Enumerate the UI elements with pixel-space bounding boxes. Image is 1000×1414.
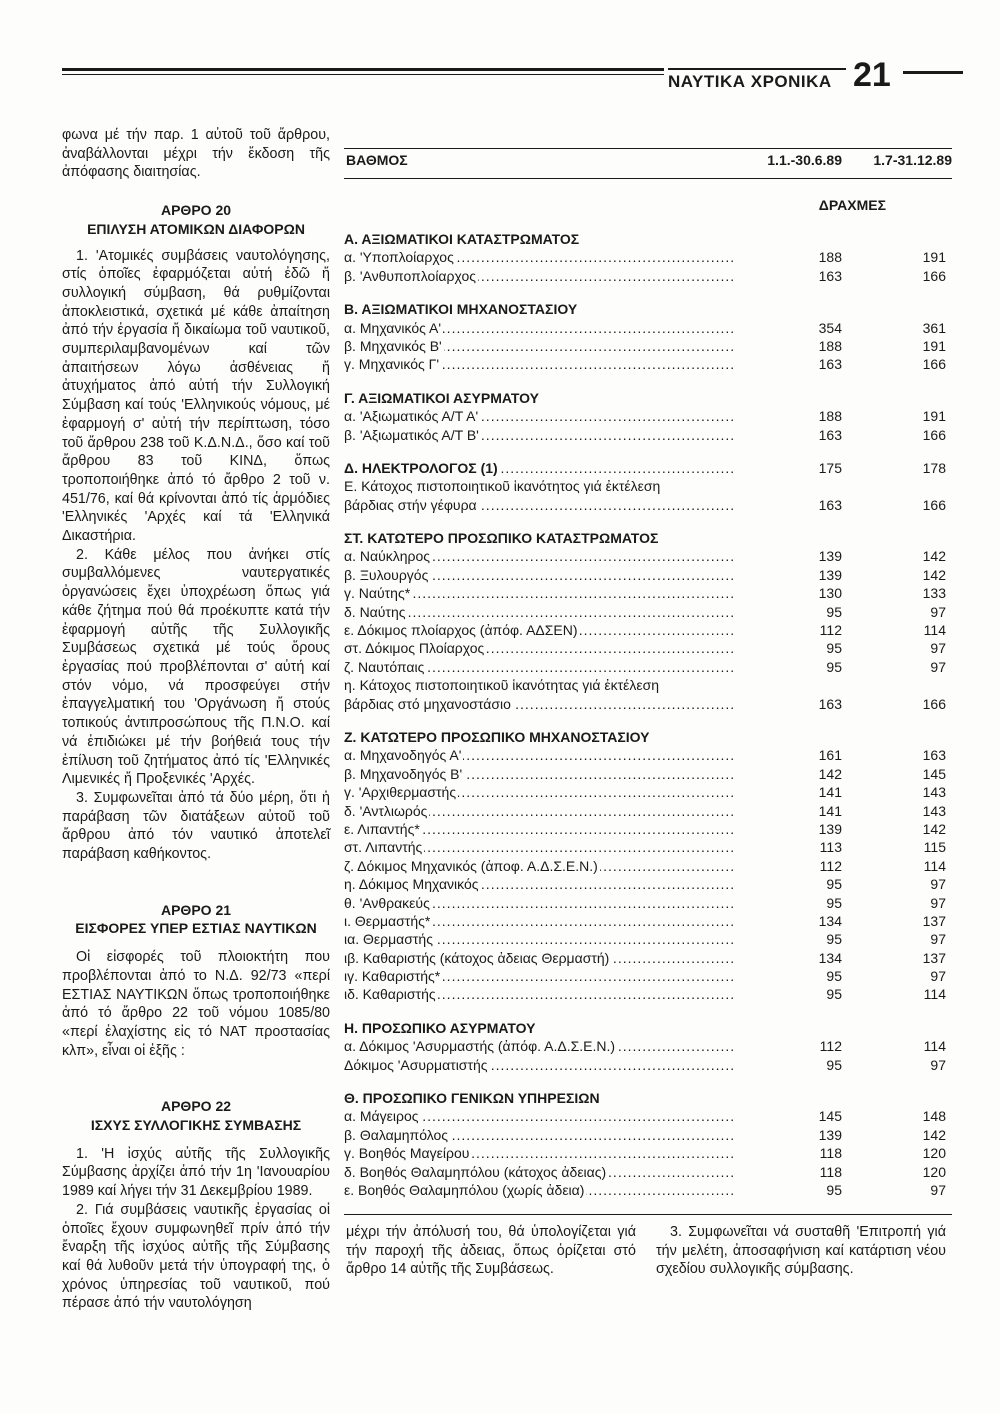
row-value-period1: 95 xyxy=(826,1056,842,1073)
table-header-rule xyxy=(344,178,952,179)
row-label-cell xyxy=(344,875,736,893)
column-period1-header: 1.1.-30.6.89 xyxy=(767,152,842,168)
row-value-period1: 188 xyxy=(818,337,842,354)
article20-title: ΑΡΘΡΟ 20 xyxy=(160,202,232,219)
row-label: βάρδιας στό μηχανοστάσιο xyxy=(344,695,511,712)
row-label: ε. Βοηθός Θαλαμηπόλου (χωρίς ἀδεια) xyxy=(344,1181,585,1198)
article21-title: ΑΡΘΡΟ 21 xyxy=(160,901,232,918)
row-value-period1: 112 xyxy=(819,857,842,874)
section-title: Η. ΠΡΟΣΩΠΙΚΟ ΑΣΥΡΜΑΤΟΥ xyxy=(344,1019,536,1036)
intro-paragraph: φωνα μέ τήν παρ. 1 αὐτοῦ τοῦ ἄρθρου, ἀναβάλλονται μέχρι τήν ἔκδοση τῆς ἀπόφασης διαιτησίας. xyxy=(62,127,330,181)
bottom-middle-column xyxy=(346,1223,636,1279)
row-label-cell xyxy=(344,894,736,912)
row-value-period2: 145 xyxy=(922,765,946,782)
table-row xyxy=(344,547,952,565)
article21-paragraph-1: Οἱ εἰσφορές τοῦ πλοιοκτήτη που προβλέπονται ἀπό το Ν.Δ. 92/73 «περί ΕΣΤΙΑΣ ΝΑΥΤΙΚΩΝ ὅπως τροποποιήθηκε ἀπό τό ἄρθρο 22 τοῦ νόμου 1085/80 «περί ἐλαχίστης εἰς τό ΝΑΤ προστασίας κλπ», εἶναι οἱ ἑξῆς : xyxy=(62,949,330,1059)
row-value-period1: 188 xyxy=(818,249,842,266)
table-row xyxy=(344,894,952,912)
row-label: β. Μηχανοδηγός Β' xyxy=(344,765,463,782)
row-label: στ. Λιπαντής xyxy=(344,839,423,856)
row-label: α. Δόκιμος 'Ασυρμαστής (ἀπόφ. Α.Δ.Σ.Ε.Ν.) xyxy=(344,1038,616,1055)
table-row xyxy=(344,676,952,694)
table-row xyxy=(344,459,952,477)
table-row xyxy=(344,1107,952,1125)
row-value-period2: 163 xyxy=(922,747,946,764)
row-label: στ. Δόκιμος Πλοίαρχος xyxy=(344,640,485,657)
table-row xyxy=(344,639,952,657)
row-label-cell xyxy=(344,658,736,676)
row-label-cell xyxy=(344,621,736,639)
table-row xyxy=(344,1181,952,1199)
row-value-period1: 161 xyxy=(818,747,842,764)
row-label: θ. 'Ανθρακεύς xyxy=(344,894,430,911)
row-label-cell xyxy=(344,838,736,856)
table-row xyxy=(344,949,952,967)
row-label: α. 'Αξιωματικός Α/Τ Α' xyxy=(344,408,479,425)
row-label: ιβ. Καθαριστής (κάτοχος ἀδειας Θερμαστή) xyxy=(344,949,610,966)
row-value-period2: 166 xyxy=(922,496,946,513)
row-label: ιγ. Καθαριστής* xyxy=(344,968,441,985)
row-label-cell xyxy=(344,1107,736,1125)
table-row xyxy=(344,1037,952,1055)
bottom-middle-paragraph: μέχρι τήν ἀπόλυσή του, θά ὑπολογίζεται γιά τήν παροχή τῆς ἀδειας, ὅπως ὁρίζεται στό ἄρθρο 14 αὐτῆς τῆς Συμβάσεως. xyxy=(346,1224,636,1278)
row-label-cell xyxy=(344,746,736,764)
table-row xyxy=(344,407,952,425)
row-label: ια. Θερμαστής xyxy=(344,931,433,948)
row-label-cell xyxy=(344,407,736,425)
row-value-period2: 143 xyxy=(922,784,946,801)
left-column xyxy=(62,126,330,1313)
article22-paragraph-2: 2. Γιά συμβάσεις ναυτικῆς ἐργασίας οἱ ὁποῖες ἔχουν συμφωνηθεῖ πρίν ἀπό τήν ἔναρξη τῆς ἰσχύος αὐτῆς τῆς Σύμβασης καί θά λυθοῦν μετά τήν ὑπογραφή της, ὁ χρόνος ὑπηρεσίας τοῦ ναυτικοῦ, πού πέρασε ἀπό τήν ναυτολόγηση xyxy=(62,1201,330,1312)
table-row xyxy=(344,1163,952,1181)
row-value-period1: 163 xyxy=(818,356,842,373)
table-row xyxy=(344,857,952,875)
row-label: γ. Μηχανικός Γ' xyxy=(344,356,440,373)
row-label-cell xyxy=(344,603,736,621)
page-number: 21 xyxy=(853,56,891,94)
article20-paragraph-2: 2. Κάθε μέλος που ἀνήκει στίς συμβαλλόμενες ναυτεργατικές ὀργανώσεις ἔχει ὑποχρέωση ὅπως γιά κάθε ζήτημα πού θά προέκυπτε κατά τήν ἐφαρμογή αὐτῆς τῆς Συλλογικῆς Συμβάσεως σχετικά μέ τούς ὅρους ἐργασίας πού προβλέπονται σ' αὐτή καί στόν νόμο, νά προσφεύγει στήν ἐπαγγελματική του 'Οργάνωση ἤ στούς τοπικούς ἀντιπροσώπους τῆς Π.Ν.Ο. καί νά ἐπιδιώκει μέ τήν βοήθειά τους τήν ἐπίλυση τοῦ ζητήματος ἀπό τίς 'Ελληνικές Λιμενικές ἤ Προξενικές 'Αρχές. xyxy=(62,546,330,788)
row-value-period2: 114 xyxy=(923,986,946,1003)
row-label: ε. Δόκιμος πλοίαρχος (ἀπόφ. ΑΔΣΕΝ) xyxy=(344,622,578,639)
row-value-period2: 137 xyxy=(922,949,946,966)
table-row xyxy=(344,621,952,639)
article21-subtitle: ΕΙΣΦΟΡΕΣ ΥΠΕΡ ΕΣΤΙΑΣ ΝΑΥΤΙΚΩΝ xyxy=(75,920,317,937)
row-label: η. Κάτοχος πιστοποιητικοῦ ἱκανότητας γιά ἐκτέλεση xyxy=(344,677,660,694)
row-label-cell xyxy=(344,426,736,444)
row-value-period1: 95 xyxy=(826,876,842,893)
row-value-period1: 142 xyxy=(818,765,842,782)
section-title: ΣΤ. ΚΑΤΩΤΕΡΟ ΠΡΟΣΩΠΙΚΟ ΚΑΤΑΣΤΡΩΜΑΤΟΣ xyxy=(344,530,659,547)
row-label-cell xyxy=(344,547,736,565)
row-value-period1: 95 xyxy=(826,1181,842,1198)
bottom-right-paragraph: 3. Συμφωνεῖται νά συσταθῆ 'Επιτροπή γιά τήν μελέτη, ἀποσαφήνιση καί κατάρτιση νέου σχεδίου συλλογικῆς σύμβασης. xyxy=(656,1224,946,1278)
row-value-period2: 143 xyxy=(922,802,946,819)
row-value-period2: 166 xyxy=(922,356,946,373)
row-label: β. 'Ανθυποπλοίαρχος xyxy=(344,267,476,284)
row-value-period1: 134 xyxy=(818,912,842,929)
row-value-period2: 361 xyxy=(922,319,946,336)
row-label: γ. 'Αρχιθερμαστής xyxy=(344,784,457,801)
table-row xyxy=(344,337,952,355)
row-value-period2: 166 xyxy=(922,267,946,284)
table-row xyxy=(344,496,952,514)
table-row xyxy=(344,912,952,930)
row-value-period1: 112 xyxy=(819,622,842,639)
row-label-cell xyxy=(344,1126,736,1144)
row-label-cell xyxy=(344,267,736,285)
row-value-period2: 115 xyxy=(923,839,946,856)
row-label-cell xyxy=(344,319,736,337)
table-row xyxy=(344,1056,952,1074)
table-row xyxy=(344,267,952,285)
row-label: β. 'Αξιωματικός Α/Τ Β' xyxy=(344,426,479,443)
row-label-cell xyxy=(344,857,736,875)
row-value-period1: 113 xyxy=(819,839,842,856)
row-label: ζ. Δόκιμος Μηχανικός (ἀποφ. Α.Δ.Σ.Ε.Ν.) xyxy=(344,857,598,874)
row-label: ε. Λιπαντής* xyxy=(344,820,420,837)
table-row xyxy=(344,319,952,337)
row-value-period2: 178 xyxy=(922,459,946,476)
row-value-period2: 133 xyxy=(922,585,946,602)
row-value-period1: 175 xyxy=(818,459,842,476)
row-value-period1: 95 xyxy=(826,640,842,657)
row-value-period2: 97 xyxy=(930,894,946,911)
article22-paragraph-1: 1. 'Η ἰσχύς αὐτῆς τῆς Συλλογικῆς Σύμβασης ἀρχίζει ἀπό τήν 1η 'Ιανουαρίου 1989 καί λήγει τήν 31 Δεκεμβρίου 1989. xyxy=(62,1145,330,1200)
row-value-period1: 139 xyxy=(818,820,842,837)
row-label-cell xyxy=(344,1037,736,1055)
magazine-title: ΝΑΥΤΙΚΑ ΧΡΟΝΙΚΑ xyxy=(668,72,832,91)
table-sections xyxy=(344,230,952,1199)
section-title: Γ. ΑΞΙΩΜΑΤΙΚΟΙ ΑΣΥΡΜΑΤΟΥ xyxy=(344,389,539,406)
bottom-right-column xyxy=(656,1223,946,1279)
bottom-rule xyxy=(344,1214,952,1215)
row-value-period1: 141 xyxy=(818,784,842,801)
row-value-period2: 97 xyxy=(930,658,946,675)
table-row xyxy=(344,967,952,985)
table-row xyxy=(344,248,952,266)
row-value-period1: 118 xyxy=(819,1145,842,1162)
section-title: Β. ΑΞΙΩΜΑΤΙΚΟΙ ΜΗΧΑΝΟΣΤΑΣΙΟΥ xyxy=(344,301,578,318)
row-value-period1: 112 xyxy=(819,1038,842,1055)
table-row xyxy=(344,802,952,820)
table-row xyxy=(344,603,952,621)
row-label-cell xyxy=(344,355,736,373)
row-value-period2: 142 xyxy=(922,548,946,565)
table-row xyxy=(344,838,952,856)
row-label: α. Μάγειρος xyxy=(344,1108,419,1125)
row-label: ζ. Ναυτόπαις xyxy=(344,658,425,675)
header-rule-thin xyxy=(62,74,664,75)
row-value-period1: 141 xyxy=(818,802,842,819)
row-value-period1: 163 xyxy=(818,426,842,443)
table-row xyxy=(344,875,952,893)
row-value-period1: 134 xyxy=(818,949,842,966)
row-value-period1: 118 xyxy=(819,1163,842,1180)
row-value-period1: 139 xyxy=(818,1126,842,1143)
row-value-period2: 97 xyxy=(930,1056,946,1073)
row-label-cell xyxy=(344,566,736,584)
row-label-cell xyxy=(344,584,736,602)
row-label-cell xyxy=(344,639,736,657)
unit-label: ΔΡΑΧΜΕΣ xyxy=(818,197,886,213)
row-label: ιδ. Καθαριστής xyxy=(344,986,436,1003)
article20-subtitle: ΕΠΙΛΥΣΗ ΑΤΟΜΙΚΩΝ ΔΙΑΦΟΡΩΝ xyxy=(87,220,305,237)
section-title: Θ. ΠΡΟΣΩΠΙΚΟ ΓΕΝΙΚΩΝ ΥΠΗΡΕΣΙΩΝ xyxy=(344,1090,600,1107)
section-title: Ζ. ΚΑΤΩΤΕΡΟ ΠΡΟΣΩΠΙΚΟ ΜΗΧΑΝΟΣΤΑΣΙΟΥ xyxy=(344,728,650,745)
table-row xyxy=(344,658,952,676)
row-label-cell xyxy=(344,1056,736,1074)
article22-title: ΑΡΘΡΟ 22 xyxy=(160,1098,232,1115)
row-value-period1: 95 xyxy=(826,658,842,675)
row-label-cell xyxy=(344,985,736,1003)
table-row xyxy=(344,566,952,584)
row-value-period2: 142 xyxy=(922,820,946,837)
row-value-period1: 95 xyxy=(826,968,842,985)
row-label: γ. Βοηθός Μαγείρου xyxy=(344,1145,470,1162)
row-label-cell xyxy=(344,967,736,985)
row-value-period2: 166 xyxy=(922,426,946,443)
row-value-period1: 163 xyxy=(818,267,842,284)
row-label-cell xyxy=(344,1181,736,1199)
row-value-period2: 97 xyxy=(930,968,946,985)
row-value-period1: 354 xyxy=(818,319,842,336)
row-label-cell xyxy=(344,477,736,495)
row-label-cell xyxy=(344,337,736,355)
row-label-cell xyxy=(344,802,736,820)
table-row xyxy=(344,1126,952,1144)
row-label-cell xyxy=(344,949,736,967)
table-row xyxy=(344,355,952,373)
row-label: α. Μηχανοδηγός Α' xyxy=(344,747,462,764)
article20-paragraph-1: 1. 'Ατομικές συμβάσεις ναυτολόγησης, στίς ὁποῖες ἐφαρμόζεται αὐτή ἐδῶ ἤ συλλογική σύμβαση, θά ρυθμίζονται ἀποκλειστικά, σχετικά μέ κάθε ἀπαίτηση ἀπό τήν ἐργασία ἤ δικαίωμα τοῦ ναυτικοῦ, συμπεριλαμβανομένων καί τῶν ἀπαιτήσεων λόγω ἀσθένειας ἤ ἀτυχήματος ἀπό αὐτή τήν Συλλογική Σύμβαση καί τούς 'Ελληνικούς νόμους, μέ ἐφαρμογή σ' αὐτή τήν περίπτωση, τόσο τοῦ ἄρθρου 238 τοῦ Κ.Δ.Ν.Δ., ὅσο καί τοῦ ἄρθρου 83 τοῦ ΚΙΝΔ, ὅπως τροποποιήθηκε ἀπό τό ἄρθρο 2 τοῦ ν. 451/76, καί θά κρίνονται ἀπό τίς ἁρμόδιες 'Ελληνικές 'Αρχές καί τά 'Ελληνικά Δικαστήρια. xyxy=(62,247,330,545)
row-value-period2: 97 xyxy=(930,876,946,893)
row-label: βάρδιας στήν γέφυρα xyxy=(344,496,477,513)
row-label: α. Μηχανικός Α' xyxy=(344,319,441,336)
row-label: Δ. ΗΛΕΚΤΡΟΛΟΓΟΣ (1) xyxy=(344,459,498,476)
row-label-cell xyxy=(344,248,736,266)
row-value-period1: 145 xyxy=(818,1108,842,1125)
row-label-cell xyxy=(344,459,736,477)
header-rule-mid xyxy=(668,68,846,70)
row-label: δ. Ναύτης xyxy=(344,603,406,620)
row-value-period2: 142 xyxy=(922,566,946,583)
row-label-cell xyxy=(344,676,736,694)
row-value-period2: 97 xyxy=(930,1181,946,1198)
row-label: δ. Βοηθός Θαλαμηπόλου (κάτοχος ἀδειας) xyxy=(344,1163,607,1180)
row-label: α. Ναύκληρος xyxy=(344,548,431,565)
header-rule-right xyxy=(903,71,963,74)
row-label-cell xyxy=(344,1163,736,1181)
article20-paragraph-3: 3. Συμφωνεῖται ἀπό τά δύο μέρη, ὅτι ἡ παράβαση τῶν διατάξεων αὐτοῦ τοῦ ἄρθρου ἀπό τόν ναυτικό ἀποτελεῖ παράβαση καθήκοντος. xyxy=(62,789,330,863)
row-value-period2: 114 xyxy=(923,857,946,874)
table-row xyxy=(344,930,952,948)
row-value-period1: 139 xyxy=(818,548,842,565)
row-value-period2: 191 xyxy=(922,337,946,354)
article22-subtitle: ΙΣΧΥΣ ΣΥΛΛΟΓΙΚΗΣ ΣΥΜΒΑΣΗΣ xyxy=(90,1117,302,1134)
row-value-period2: 137 xyxy=(922,912,946,929)
row-value-period2: 97 xyxy=(930,931,946,948)
row-value-period1: 139 xyxy=(818,566,842,583)
row-label-cell xyxy=(344,912,736,930)
row-label-cell xyxy=(344,496,736,514)
row-value-period1: 95 xyxy=(826,894,842,911)
row-label: α. 'Υποπλοίαρχος xyxy=(344,249,454,266)
row-value-period1: 95 xyxy=(826,931,842,948)
row-value-period1: 188 xyxy=(818,408,842,425)
row-label: γ. Ναύτης* xyxy=(344,585,411,602)
row-label: Δόκιμος 'Ασυρματιστής xyxy=(344,1056,488,1073)
row-value-period2: 191 xyxy=(922,408,946,425)
row-value-period2: 114 xyxy=(923,622,946,639)
table-row xyxy=(344,820,952,838)
table-row xyxy=(344,746,952,764)
row-value-period1: 130 xyxy=(818,585,842,602)
row-label-cell xyxy=(344,783,736,801)
row-value-period1: 163 xyxy=(818,496,842,513)
table-row xyxy=(344,477,952,495)
row-label: β. Θαλαμηπόλος xyxy=(344,1126,449,1143)
table-row xyxy=(344,783,952,801)
section-title: Α. ΑΞΙΩΜΑΤΙΚΟΙ ΚΑΤΑΣΤΡΩΜΑΤΟΣ xyxy=(344,231,580,247)
row-value-period1: 95 xyxy=(826,603,842,620)
header-rule-left xyxy=(62,68,664,71)
row-label-cell xyxy=(344,765,736,783)
table-row xyxy=(344,584,952,602)
row-label: δ. 'Αντλιωρός xyxy=(344,802,428,819)
table-header-row xyxy=(344,150,952,170)
table-row xyxy=(344,985,952,1003)
row-value-period2: 166 xyxy=(922,695,946,712)
row-value-period1: 95 xyxy=(826,986,842,1003)
row-label: η. Δόκιμος Μηχανικός xyxy=(344,876,479,893)
row-value-period2: 97 xyxy=(930,640,946,657)
column-rank-header: ΒΑΘΜΟΣ xyxy=(346,152,408,168)
row-label: β. Ξυλουργός xyxy=(344,566,429,583)
row-label: ι. Θερμαστής* xyxy=(344,912,431,929)
row-value-period2: 120 xyxy=(922,1145,946,1162)
table-top-rule xyxy=(344,148,952,149)
row-value-period2: 120 xyxy=(922,1163,946,1180)
column-period2-header: 1.7-31.12.89 xyxy=(873,152,952,168)
row-value-period2: 114 xyxy=(923,1038,946,1055)
table-row xyxy=(344,1144,952,1162)
row-label-cell xyxy=(344,930,736,948)
table-row xyxy=(344,695,952,713)
row-label-cell xyxy=(344,820,736,838)
row-value-period1: 163 xyxy=(818,695,842,712)
row-value-period2: 97 xyxy=(930,603,946,620)
row-label-cell xyxy=(344,1144,736,1162)
row-value-period2: 148 xyxy=(922,1108,946,1125)
table-row xyxy=(344,765,952,783)
row-label: β. Μηχανικός Β' xyxy=(344,337,442,354)
table-row xyxy=(344,426,952,444)
row-label: Ε. Κάτοχος πιστοποιητικοῦ ἱκανότητος γιά ἐκτέλεση xyxy=(344,478,661,495)
row-value-period2: 142 xyxy=(922,1126,946,1143)
row-label-cell xyxy=(344,695,736,713)
row-value-period2: 191 xyxy=(922,249,946,266)
wage-table xyxy=(344,150,952,1199)
